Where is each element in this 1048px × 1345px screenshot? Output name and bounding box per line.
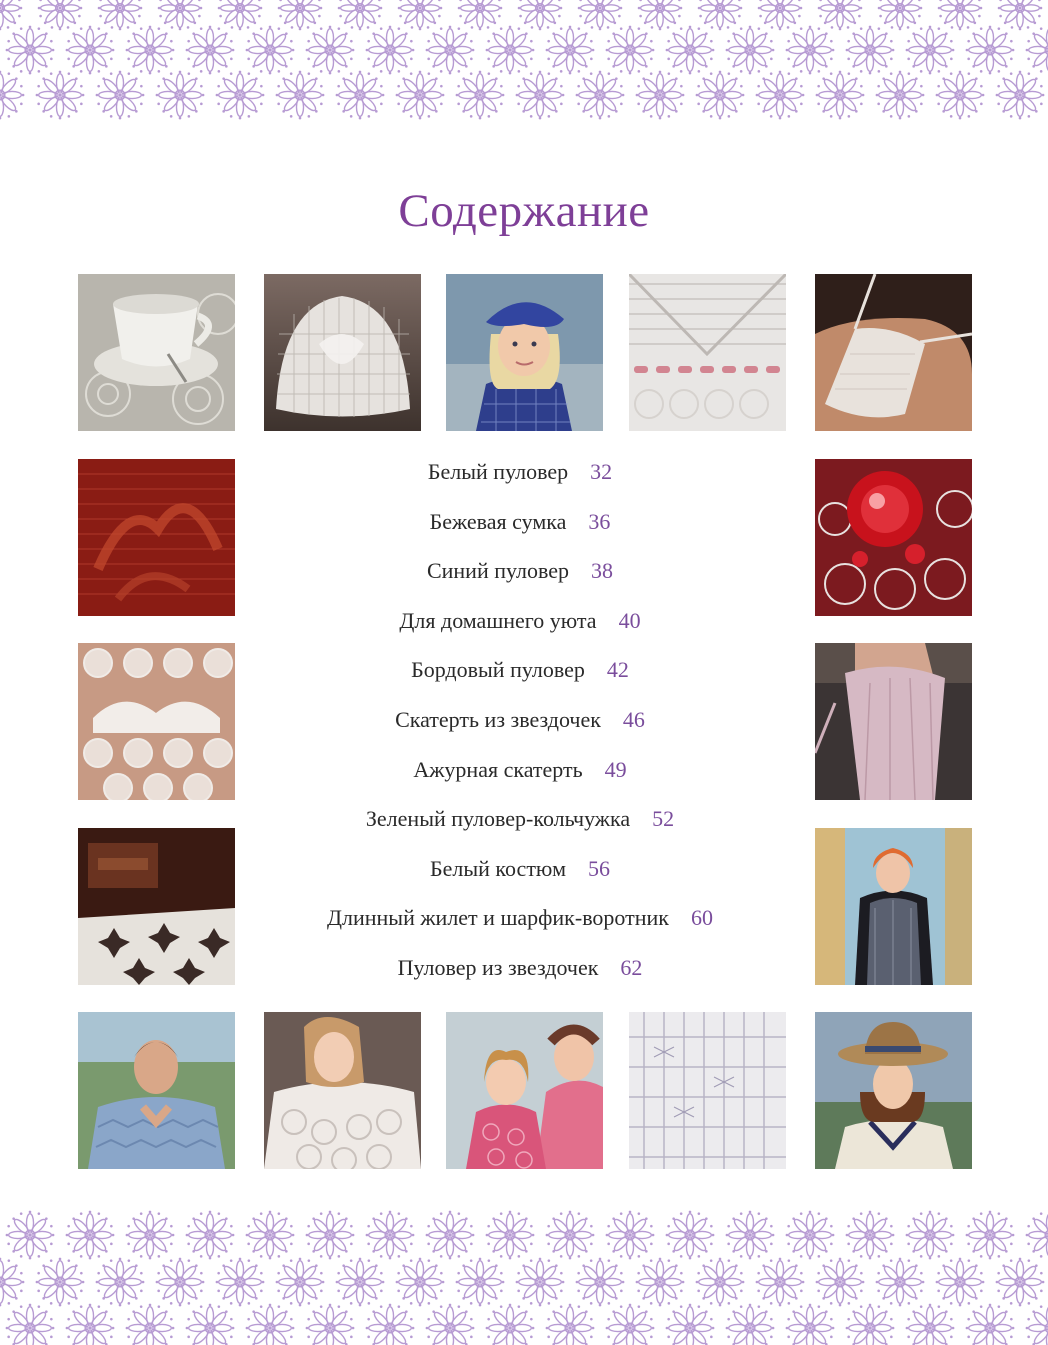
toc-entry-title: Белый пуловер <box>427 459 569 484</box>
lace-flower-icon <box>996 1258 1045 1307</box>
lace-flower-icon <box>456 71 505 120</box>
toc-entry-page: 62 <box>620 955 643 980</box>
toc-entry-title: Белый костюм <box>430 856 566 881</box>
lace-flower-icon <box>906 26 955 75</box>
lace-flower-icon <box>966 1211 1015 1260</box>
lace-pattern <box>0 1210 1048 1345</box>
lace-flower-icon <box>6 26 55 75</box>
lace-flower-icon <box>98 0 143 30</box>
lace-flower-icon <box>126 26 175 75</box>
lace-flower-icon <box>576 1258 625 1307</box>
lace-flower-icon <box>276 1258 325 1307</box>
lace-flower-icon <box>938 0 983 30</box>
flower-lace-icon <box>78 643 235 800</box>
bikini-icon <box>815 274 972 431</box>
lace-flower-icon <box>278 0 323 30</box>
photo-white-filet-cap <box>264 274 421 431</box>
toc-entry[interactable] <box>240 700 800 740</box>
lace-flower-icon <box>966 1304 1015 1345</box>
lace-flower-icon <box>818 0 863 30</box>
lace-flower-icon <box>458 0 503 30</box>
toc-entry[interactable] <box>240 799 800 839</box>
lace-flower-icon <box>366 26 415 75</box>
lace-flower-icon <box>126 1211 175 1260</box>
toc-entry-page: 46 <box>622 707 645 732</box>
mesh-icon <box>629 1012 786 1169</box>
toc-entry[interactable] <box>240 849 800 889</box>
lace-flower-icon <box>666 26 715 75</box>
lace-flower-icon <box>846 26 895 75</box>
page-title: Содержание <box>398 185 650 237</box>
lace-flower-icon <box>516 1258 565 1307</box>
lace-flower-icon <box>606 26 655 75</box>
lace-flower-icon <box>486 1304 535 1345</box>
lace-flower-icon <box>336 1258 385 1307</box>
lace-flower-icon <box>638 0 683 30</box>
lace-flower-icon <box>666 1304 715 1345</box>
star-lace-icon <box>78 828 235 985</box>
lace-flower-icon <box>786 1211 835 1260</box>
toc-entry[interactable] <box>240 502 800 542</box>
photo-star-tablecloth <box>78 828 235 985</box>
toc-entry[interactable] <box>240 452 800 492</box>
lace-flower-icon <box>666 1211 715 1260</box>
lace-flower-icon <box>426 1304 475 1345</box>
lace-flower-icon <box>936 1258 985 1307</box>
lace-flower-icon <box>338 0 383 30</box>
family-icon <box>446 1012 603 1169</box>
lace-flower-icon <box>426 1211 475 1260</box>
girl-icon <box>446 274 603 431</box>
photo-woman-straw-hat <box>815 1012 972 1169</box>
photo-red-glass-lace-tablecloth <box>815 459 972 616</box>
lace-flower-icon <box>576 71 625 120</box>
lace-flower-icon <box>606 1304 655 1345</box>
lace-flower-icon <box>156 71 205 120</box>
lace-flower-icon <box>426 26 475 75</box>
lace-flower-icon <box>518 0 563 30</box>
toc-entry-title: Бордовый пуловер <box>411 657 585 682</box>
lace-flower-icon <box>878 0 923 30</box>
lace-flower-icon <box>906 1304 955 1345</box>
toc-entry-page: 56 <box>588 856 610 881</box>
lace-flower-icon <box>726 1211 775 1260</box>
lace-flower-icon <box>786 1304 835 1345</box>
lace-top-icon <box>629 274 786 431</box>
toc-entry-page: 42 <box>606 657 629 682</box>
lace-flower-icon <box>966 26 1015 75</box>
lace-flower-icon <box>6 1304 55 1345</box>
lace-flower-icon <box>726 26 775 75</box>
lace-flower-icon <box>1026 1304 1048 1345</box>
photo-girl-blue-hat <box>446 274 603 431</box>
lace-flower-icon <box>696 1258 745 1307</box>
lace-flower-icon <box>306 26 355 75</box>
photo-woman-long-vest <box>815 828 972 985</box>
lace-flower-icon <box>126 1304 175 1345</box>
lace-flower-icon <box>216 1258 265 1307</box>
lace-flower-icon <box>546 1211 595 1260</box>
lace-flower-icon <box>546 1304 595 1345</box>
lace-flower-icon <box>96 1258 145 1307</box>
lace-border-bottom <box>0 1210 1048 1345</box>
toc-entry-page: 52 <box>652 806 675 831</box>
woman-icon <box>815 828 972 985</box>
lace-flower-icon <box>186 1304 235 1345</box>
lace-flower-icon <box>186 26 235 75</box>
toc-entry[interactable] <box>240 948 800 988</box>
lace-flower-icon <box>846 1304 895 1345</box>
lace-flower-icon <box>158 0 203 30</box>
toc-entry-title: Бежевая сумка <box>429 509 567 534</box>
lace-flower-icon <box>396 1258 445 1307</box>
lace-flower-icon <box>936 71 985 120</box>
toc-entry-page: 36 <box>588 509 611 534</box>
lace-flower-icon <box>246 1211 295 1260</box>
photo-woman-white-lace-sweater <box>264 1012 421 1169</box>
toc-entry-page: 49 <box>604 757 627 782</box>
lace-flower-icon <box>396 71 445 120</box>
hat-icon <box>815 1012 972 1169</box>
lace-flower-icon <box>998 0 1043 30</box>
lace-flower-icon <box>366 1211 415 1260</box>
lace-flower-icon <box>38 0 83 30</box>
lace-flower-icon <box>156 1258 205 1307</box>
lace-flower-icon <box>1026 1211 1048 1260</box>
lace-flower-icon <box>66 26 115 75</box>
teacup-icon <box>78 274 235 431</box>
skirt-icon <box>815 643 972 800</box>
lace-border-top <box>0 0 1048 125</box>
lace-flower-icon <box>66 1211 115 1260</box>
lace-flower-icon <box>216 71 265 120</box>
lace-flower-icon <box>66 1304 115 1345</box>
lace-flower-icon <box>758 0 803 30</box>
photo-crochet-bikini-top <box>815 274 972 431</box>
toc-entry[interactable] <box>240 650 800 690</box>
lace-flower-icon <box>876 71 925 120</box>
lace-flower-icon <box>756 71 805 120</box>
toc-entry-title: Длинный жилет и шарфик-воротник <box>326 905 669 930</box>
toc-entry-page: 60 <box>691 905 713 930</box>
lace-flower-icon <box>906 1211 955 1260</box>
lace-flower-icon <box>516 71 565 120</box>
lace-flower-icon <box>0 1258 24 1307</box>
lace-flower-icon <box>578 0 623 30</box>
toc-entry-title: Ажурная скатерть <box>413 757 583 782</box>
lace-flower-icon <box>696 71 745 120</box>
lace-flower-icon <box>96 71 145 120</box>
lace-flower-icon <box>398 0 443 30</box>
lace-flower-icon <box>0 71 24 120</box>
lace-flower-icon <box>36 1258 85 1307</box>
lace-flower-icon <box>6 1211 55 1260</box>
lace-flower-icon <box>486 1211 535 1260</box>
toc-entry-title: Пуловер из звездочек <box>397 955 599 980</box>
lace-flower-icon <box>786 26 835 75</box>
toc-entry-title: Для домашнего уюта <box>399 608 597 633</box>
cap-icon <box>264 274 421 431</box>
lace-flower-icon <box>306 1304 355 1345</box>
lace-flower-icon <box>636 71 685 120</box>
photo-man-blue-sweater <box>78 1012 235 1169</box>
lace-flower-icon <box>456 1258 505 1307</box>
photo-lace-skirt <box>815 643 972 800</box>
lace-flower-icon <box>606 1211 655 1260</box>
man-icon <box>78 1012 235 1169</box>
photo-lace-top-pink-beads <box>629 274 786 431</box>
lace-flower-icon <box>816 71 865 120</box>
photo-white-flower-lace-top <box>78 643 235 800</box>
photo-mother-daughter-pink <box>446 1012 603 1169</box>
toc-entry-title: Скатерть из звездочек <box>395 707 601 732</box>
lace-flower-icon <box>36 71 85 120</box>
toc-entry-title: Синий пуловер <box>426 558 570 583</box>
lace-flower-icon <box>1026 26 1048 75</box>
photo-burgundy-filet <box>78 459 235 616</box>
lace-flower-icon <box>186 1211 235 1260</box>
toc-entry-page: 40 <box>618 608 641 633</box>
toc-entry[interactable] <box>240 750 800 790</box>
toc-entry-title: Зеленый пуловер-кольчужка <box>365 806 631 831</box>
toc-entry[interactable] <box>240 551 800 591</box>
toc-entry[interactable] <box>240 601 800 641</box>
lace-flower-icon <box>486 26 535 75</box>
lace-pattern <box>0 0 1048 125</box>
lace-flower-icon <box>756 1258 805 1307</box>
lace-flower-icon <box>846 1211 895 1260</box>
lace-flower-icon <box>366 1304 415 1345</box>
lace-flower-icon <box>306 1211 355 1260</box>
lace-flower-icon <box>996 71 1045 120</box>
photo-teacup-doily <box>78 274 235 431</box>
filet-icon <box>78 459 235 616</box>
lace-flower-icon <box>816 1258 865 1307</box>
tablecloth-icon <box>815 459 972 616</box>
lace-flower-icon <box>546 26 595 75</box>
lace-flower-icon <box>218 0 263 30</box>
toc-entry-page: 38 <box>591 558 614 583</box>
lace-flower-icon <box>876 1258 925 1307</box>
lace-flower-icon <box>726 1304 775 1345</box>
toc-entry[interactable] <box>240 898 800 938</box>
photo-white-mesh-pullover <box>629 1012 786 1169</box>
lace-flower-icon <box>246 26 295 75</box>
lace-flower-icon <box>0 0 22 30</box>
toc-entry-page: 32 <box>590 459 613 484</box>
lace-flower-icon <box>246 1304 295 1345</box>
lace-flower-icon <box>636 1258 685 1307</box>
lace-flower-icon <box>336 71 385 120</box>
lace-flower-icon <box>276 71 325 120</box>
woman-icon <box>264 1012 421 1169</box>
lace-flower-icon <box>698 0 743 30</box>
